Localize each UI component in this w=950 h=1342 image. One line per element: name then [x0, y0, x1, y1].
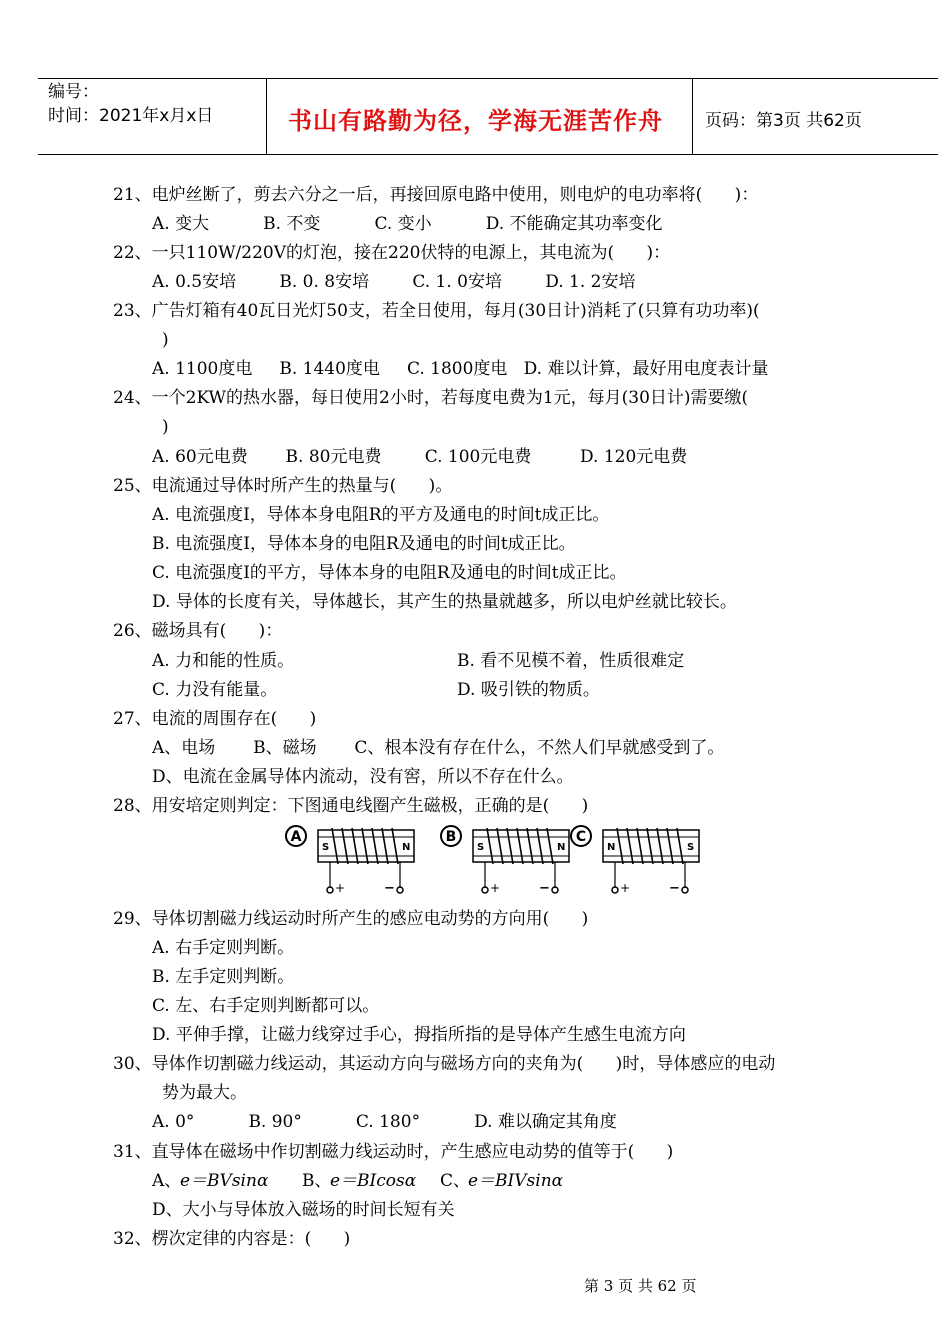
option-31-b-formula: e＝BIcosα: [330, 1171, 417, 1191]
option-29-b: B. 左手定则判断。: [152, 967, 295, 987]
header-page-label: 页码：第3页 共62页: [705, 111, 862, 131]
coil-letter: B: [445, 829, 457, 845]
options-24: A. 60元电费 B. 80元电费 C. 100元电费 D. 120元电费: [152, 447, 688, 467]
options-27-abc: A、电场 B、磁场 C、根本没有存在什么，不然人们早就感受到了。: [152, 738, 725, 758]
header-divider-2: [692, 78, 693, 154]
header-bottom-rule: [38, 154, 938, 155]
question-22: 22、一只110W/220V的灯泡，接在220伏特的电源上，其电流为( )：: [113, 243, 671, 263]
coil-diagram: [280, 822, 700, 902]
option-25-c: C. 电流强度I的平方，导体本身的电阻R及通电的时间t成正比。: [152, 563, 627, 583]
options-22: A. 0.5安培 B. 0. 8安培 C. 1. 0安培 D. 1. 2安培: [152, 272, 636, 292]
options-23: A. 1100度电 B. 1440度电 C. 1800度电 D. 难以计算，最好用电度表计量: [152, 359, 769, 379]
coil-winding: [392, 828, 398, 864]
question-26: 26、磁场具有( )：: [113, 621, 283, 641]
option-31-a-formula: e＝BVsinα: [180, 1171, 269, 1191]
coil-winding: [352, 828, 358, 864]
coil-right-pole: N: [557, 842, 566, 853]
coil-letter: C: [575, 829, 587, 845]
coil-winding: [487, 828, 493, 864]
option-25-b: B. 电流强度I，导体本身的电阻R及通电的时间t成正比。: [152, 534, 576, 554]
time-label: 时间：2021年x月x日: [48, 106, 214, 126]
coil-winding: [342, 828, 348, 864]
option-31-c-formula: e＝BIVsinα: [468, 1171, 564, 1191]
coil-winding: [677, 828, 683, 864]
question-25: 25、电流通过导体时所产生的热量与( )。: [113, 476, 453, 496]
coil-winding: [647, 828, 653, 864]
coil-right-pole: N: [402, 842, 411, 853]
option-31-d: D、大小与导体放入磁场的时间长短有关: [152, 1200, 455, 1220]
question-31: 31、直导体在磁场中作切割磁力线运动时，产生感应电动势的值等于( ): [113, 1142, 674, 1162]
coil-letter: A: [290, 829, 302, 845]
coil-winding: [627, 828, 633, 864]
option-25-a: A. 电流强度I，导体本身电阻R的平方及通电的时间t成正比。: [152, 505, 610, 525]
coil-winding: [362, 828, 368, 864]
question-30: 30、导体作切割磁力线运动，其运动方向与磁场方向的夹角为( )时，导体感应的电动: [113, 1054, 776, 1074]
coil-winding: [527, 828, 533, 864]
option-26-d: D. 吸引铁的物质。: [457, 680, 600, 700]
question-24: 24、一个2KW的热水器，每日使用2小时，若每度电费为1元，每月(30日计)需要缴(: [113, 388, 749, 408]
coil-left-pole: S: [322, 842, 330, 853]
question-27: 27、电流的周围存在( ): [113, 709, 317, 729]
question-30-cont: 势为最大。: [162, 1083, 247, 1103]
option-29-d: D. 平伸手撑，让磁力线穿过手心，拇指所指的是导体产生感生电流方向: [152, 1025, 686, 1045]
coil-minus-sign: −: [539, 881, 550, 896]
options-21: A. 变大 B. 不变 C. 变小 D. 不能确定其功率变化: [152, 214, 663, 234]
option-29-a: A. 右手定则判断。: [152, 938, 295, 958]
question-24-cont: ): [162, 417, 169, 437]
header-top-rule: [38, 78, 938, 79]
coil-winding: [372, 828, 378, 864]
coil-plus-sign: +: [335, 881, 346, 895]
coil-winding: [617, 828, 623, 864]
coil-winding: [547, 828, 553, 864]
question-29: 29、导体切割磁力线运动时所产生的感应电动势的方向用( ): [113, 909, 589, 929]
option-25-d: D. 导体的长度有关，导体越长，其产生的热量就越多，所以电炉丝就比较长。: [152, 592, 737, 612]
header-info: [48, 80, 213, 128]
number-label: 编号：: [48, 82, 99, 102]
options-30: A. 0° B. 90° C. 180° D. 难以确定其角度: [152, 1112, 617, 1132]
coil-winding: [497, 828, 503, 864]
coil-winding: [507, 828, 513, 864]
coil-left-pole: N: [607, 842, 616, 853]
question-28: 28、用安培定则判定：下图通电线圈产生磁极，正确的是( ): [113, 796, 589, 816]
option-26-c: C. 力没有能量。: [152, 680, 278, 700]
coil-winding: [637, 828, 643, 864]
option-27-d: D、电流在金属导体内流动，没有窖，所以不存在什么。: [152, 767, 574, 787]
coil-minus-sign: −: [669, 881, 680, 896]
option-31-c-label: C、: [440, 1171, 471, 1191]
header-divider-1: [266, 78, 267, 154]
header-motto: 书山有路勤为径，学海无涯苦作舟: [288, 107, 663, 135]
option-31-b-label: B、: [302, 1171, 332, 1191]
coil-winding: [667, 828, 673, 864]
question-23-cont: ): [162, 330, 169, 350]
coil-winding: [332, 828, 338, 864]
coil-winding: [517, 828, 523, 864]
coil-right-pole: S: [687, 842, 695, 853]
page-footer: 第 3 页 共 62 页: [584, 1277, 697, 1295]
question-32: 32、楞次定律的内容是：( ): [113, 1229, 351, 1249]
option-31-a-label: A、: [152, 1171, 182, 1191]
coil-left-pole: S: [477, 842, 485, 853]
coil-winding: [382, 828, 388, 864]
coil-minus-sign: −: [384, 881, 395, 896]
question-23: 23、广告灯箱有40瓦日光灯50支，若全日使用，每月(30日计)消耗了(只算有功功率)(: [113, 301, 760, 321]
option-26-b: B. 看不见模不着，性质很难定: [457, 651, 685, 671]
question-21: 21、电炉丝断了，剪去六分之一后，再接回原电路中使用，则电炉的电功率将( )：: [113, 185, 759, 205]
option-29-c: C. 左、右手定则判断都可以。: [152, 996, 380, 1016]
coil-plus-sign: +: [490, 881, 501, 895]
option-26-a: A. 力和能的性质。: [152, 651, 295, 671]
coil-winding: [657, 828, 663, 864]
coil-plus-sign: +: [620, 881, 631, 895]
coil-winding: [537, 828, 543, 864]
